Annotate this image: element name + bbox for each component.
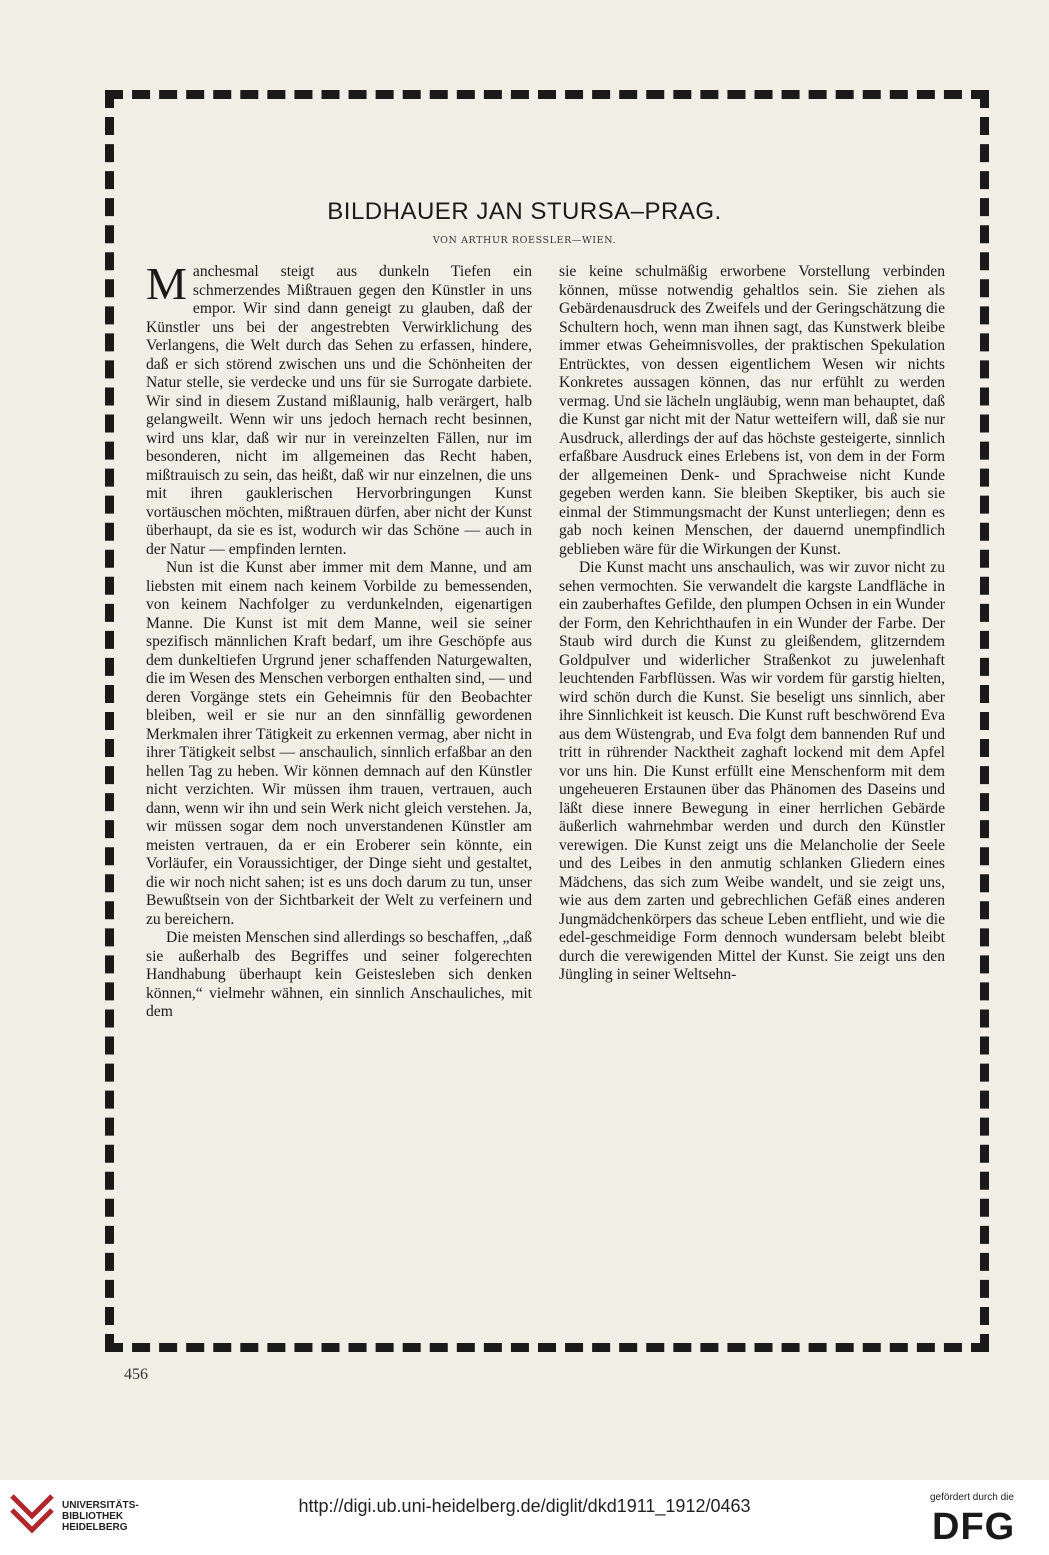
article-title: BILDHAUER JAN STURSA–PRAG. xyxy=(327,198,722,225)
source-url-link[interactable]: http://digi.ub.uni-heidelberg.de/diglit/dkd1911_1912/0463 xyxy=(298,1496,751,1516)
paragraph: Die meisten Menschen sind allerdings so beschaffen, „daß sie außerhalb des Begriffes und seiner folgerechten Handhabung überhaupt kein Geistesleben sich denken können,“ vielmehr wähnen, ein sinnlich Anschauliches, mit dem xyxy=(146,929,532,1020)
right-column xyxy=(559,263,945,985)
paragraph: Die Kunst macht uns anschaulich, was wir zuvor nicht zu sehen vermochten. Sie verwandelt die kargste Landfläche in ein zauberhaftes Gefilde, den plumpen Ochsen in ein Wunder der Form, den Kehrichthaufen in ein Wunder der Farbe. Der Staub wird durch die Kunst zu gleißendem, glitzerndem Goldpulver und widerlicher Straßenkot zu juwelenhaft leuchtenden Farbflüssen. Was wir vordem für garstig hielten, wird schön durch die Kunst. Sie beseligt uns sinnlich, aber ihre Sinnlichkeit ist keusch. Die Kunst ruft beschwörend Eva aus dem Wüstengrab, und Eva folgt dem bannenden Ruf und tritt in rührender Nacktheit zaghaft lockend mit dem Apfel vor uns hin. Die Kunst erfüllt eine Menschenform mit dem ungeheueren Erstaunen über das Phänomen des Daseins und läßt diese innere Bewegung in einer herrlichen Gebärde äußerlich wahrnehmbar werden und durch den Künstler verewigen. Die Kunst zeigt uns die Melancholie der Seele und des Leibes in den anmutig schlanken Gliedern eines Mädchens, das sich zum Weibe wandelt, und sie zeigt uns, wie aus dem zarten und gebrechlichen Gefäß eines anderen Jungmädchenkörpers das scheue Leben entflieht, und wie die edel-geschmeidige Form dennoch wundersam belebt bleibt durch die verewigenden Mittel der Kunst. Sie zeigt uns den Jüngling in seiner Weltsehn- xyxy=(559,559,945,983)
paragraph: sie keine schulmäßig erworbene Vorstellung verbinden können, müsse notwendig gehaltlos sein. Sie ziehen als Gebärdenausdruck des Zweifels und der Geringschätzung die Schultern hoch, wenn man ihnen sagt, das Kunstwerk bleibe immer etwas Geheimnisvolles, der praktischen Spekulation Entrücktes, von dessen eigentlichem Wesen wir nichts Konkretes aussagen können, das nur erfühlt zu werden vermag. Und sie lächeln ungläubig, wenn man behauptet, daß die Kunst gar nicht mit der Natur wetteifern will, daß sie nur Ausdruck, allerdings der auf das höchste gesteigerte, sinnlich erfaßbare Ausdruck eines Erlebens ist, von dem in der Form der allgemeinen Denk- und Sprachweise nicht Kunde gegeben werden kann. Sie bleiben Skeptiker, bis auch sie einmal der Stimmungsmacht der Kunst unterliegen; denn es gab noch keinen Menschen, der dauernd unempfindlich geblieben wäre für die Wirkungen der Kunst. xyxy=(559,263,945,558)
paragraph: Manchesmal steigt aus dunkeln Tiefen ein schmerzendes Mißtrauen gegen den Künstler in uns empor. Wir sind dann geneigt zu glauben, daß der Künstler uns bei der angestrebten Verwirklichung des Verlangens, die Welt durch das Sehen zu erfassen, hindere, daß er sich störend zwischen uns und die Schönheiten der Natur stelle, sie verdecke und uns für sie Surrogate darbiete. Wir sind in diesem Zustand mißlaunig, halb verärgert, halb gelangweilt. Wenn wir uns jedoch hernach recht besinnen, wird uns klar, daß wir nur in vereinzelten Fällen, nur im besonderen, nicht im allgemeinen das Recht haben, mißtrauisch zu sein, das heißt, daß wir nur einzelnen, die uns mit ihren gauklerischen Hervorbringungen Kunst vortäuschen möchten, mißtrauen dürfen, aber nicht der Kunst überhaupt, da sie es ist, wodurch wir das Schöne — auch in der Natur — empfinden lernten. xyxy=(146,258,532,558)
page-number: 456 xyxy=(124,1366,148,1383)
drop-cap: M xyxy=(146,258,187,309)
article-byline: VON ARTHUR ROESSLER—WIEN. xyxy=(432,235,617,246)
dfg-logo: DFG xyxy=(932,1506,1016,1548)
funded-by-label: gefördert durch die xyxy=(930,1492,1014,1503)
library-name: UNIVERSITÄTS- BIBLIOTHEK HEIDELBERG xyxy=(62,1500,139,1533)
digitization-footer xyxy=(0,1480,1049,1555)
paragraph: Nun ist die Kunst aber immer mit dem Manne, und am liebsten mit einem nach keinem Vorbilde zu bemessenden, von keinem Nachfolger zu verdunkelnden, eigenartigen Manne. Die Kunst ist mit dem Manne, weil sie seiner spezifisch männlichen Kraft bedarf, um ihre Geschöpfe aus dem dunkeltiefen Urgrund jener schaffenden Naturgewalten, die im Wesen des Menschen verborgen enthalten sind, — und deren Vorgänge stets ein Geheimnis für den Beobachter bleiben, weil er sie nur an den sinnfällig gewordenen Merkmalen ihrer Tätigkeit zu erkennen vermag, aber nicht in ihrer Tätigkeit selbst — anschaulich, sinnlich erfaßbar an den hellen Tag zu heben. Wir können demnach auf den Künstler nicht verzichten. Wir müssen ihm trauen, vertrauen, auch dann, wenn wir ihn und sein Werk nicht gleich verstehen. Ja, wir müssen sogar dem noch unverstandenen Künstler am meisten vertrauen, da er ein Eroberer sein könnte, ein Vorläufer, ein Voraussichtiger, der Dinge sieht und gestaltet, die wir noch nicht sahen; ist es uns doch darum zu tun, unser Bewußtsein von der Sichtbarkeit der Welt zu verfeinern und zu bereichern. xyxy=(146,559,532,928)
left-column xyxy=(146,258,532,1022)
